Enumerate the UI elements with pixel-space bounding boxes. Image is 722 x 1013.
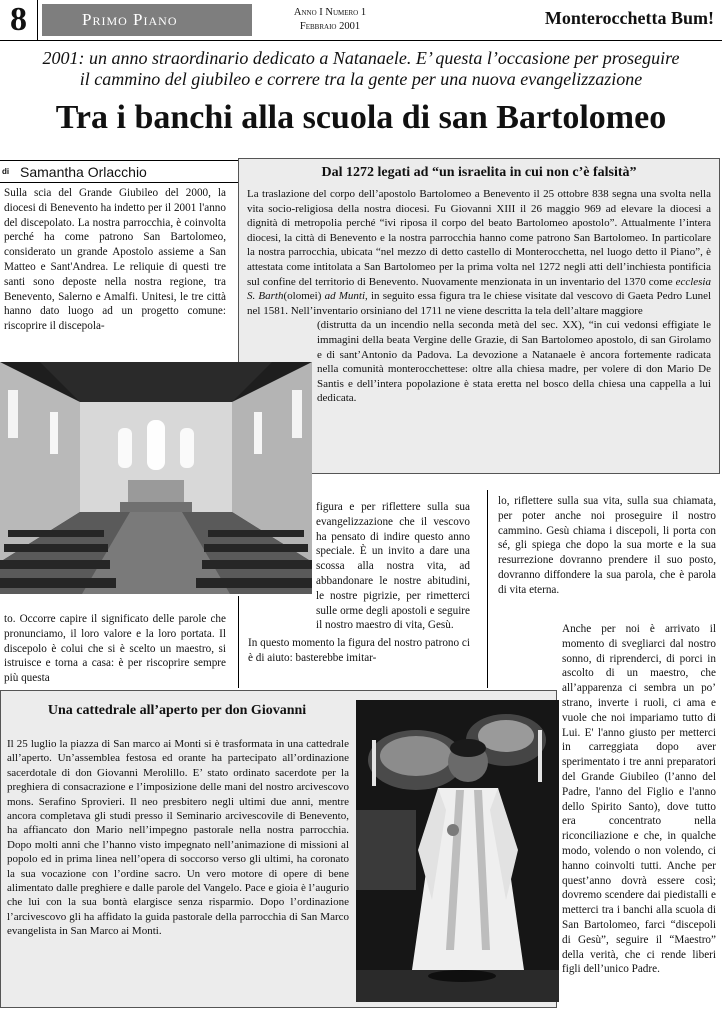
article-col-1 [4, 186, 226, 360]
page-number: 8 [0, 0, 38, 40]
sidebar-box-title: Dal 1272 legati ad “un israelita in cui non c’è falsità” [321, 165, 637, 180]
article-col-3-p2: Anche per noi è arrivato il momento di svegliarci dal nostro sonno, di riprenderci, di porci in ascolto di un maestro, che all’apparenza ci sembra un po’ strano, inverte i ruoli, ci ama e vuole che noi impariamo tutto di Lui. E' l'anno giusto per metterci in carreggiata dopo aver sperimentato i tre anni preparatori del Grande Giubileo (l’anno del Padre, l'anno del Figlio e l'anno dello Spirito Santo), dove tutto era concentrato nella riconciliazione e che, in qualche modo, volendo o non volendo, ci hanno coinvolti tutti. Anche per quest’anno dovrà essere così; dovremo scendere dai piedistalli e metterci tra i banchi alla scuola di San Bartolomeo, farci “discepoli di Gesù”, seguire il “Maestro” della verità, che ci rende liberi figli dell’unico Padre. [562, 623, 716, 976]
priest-photo [356, 700, 559, 1002]
byline [0, 160, 240, 183]
article-col-1-cont [4, 612, 226, 686]
issue-number: Anno I Numero 1 [293, 7, 367, 18]
column-rule-1 [238, 596, 239, 688]
column-rule-2 [487, 490, 488, 688]
byline-author: Samantha Orlacchio [20, 164, 147, 180]
article-col-2-top [316, 500, 470, 632]
kicker [0, 48, 722, 90]
sidebar-italic-2: ad Munti [324, 290, 366, 303]
section-label: Primo Piano [42, 4, 252, 36]
church-interior-photo [0, 362, 312, 594]
header-rule [0, 40, 722, 41]
article-col-2-p2: In questo momento la figura del nostro patrono ci è di aiuto: basterebbe imitar- [248, 637, 470, 664]
bottom-box-title: Una cattedrale all’aperto per don Giovanni [47, 703, 307, 718]
sidebar-text-a: La traslazione del corpo dell’apostolo Bartolomeo a Benevento il 25 ottobre 838 segna una svolta nella vita socio-religiosa della nostra diocesi. Fu Giovanni XIII il 26 maggio 969 ad elevare la diocesi a dignità di metropolia perché “ivi riposa il corpo del beato Bartolomeo apostolo”. Attualmente l’intera diocesi, la città di Benevento e la nostra parrocchia hanno come patrono San Bartolomeo. In particolare la nostra parrocchia, ubicata “nel mezzo di detto castello di Monterocchetta, nel luogo detto il Piano”, è attestata come intitolata a San Bartolomeo per la prima volta nel 1272 negli atti dell’inchiesta pontificia sul confine del territorio di Benevento. Nuovamente menzionata in un inventario del 1370 come [247, 188, 711, 288]
article-col-3 [498, 494, 716, 620]
sidebar-text-b: (olomei) [283, 290, 322, 303]
issue-info [255, 6, 405, 34]
kicker-line-2: il cammino del giubileo e correre tra la gente per una nuova evangelizzazione [79, 69, 643, 89]
headline: Tra i banchi alla scuola di san Bartolomeo [55, 99, 667, 136]
bottom-box-paragraph: Il 25 luglio la piazza di San marco ai Monti si è trasformata in una cattedrale all’aperto. Un’assemblea festosa ed orante ha partecipato all’ordinazione sacerdotale di don Giovanni Merolillo. E’ stato ordinato sacerdote per la preghiera di consacrazione e l’imposizione delle mani del nostro arcivescovo mons. Serafino Sprovieri. Il neo presbitero negli ultimi due anni, mentre ancora completava gli studi presso il Seminario arcivescovile di Benevento, ha affiancato don Mario nell’impegno pastorale nella nostra parrocchia. Dopo molti anni che l’hanno visto impegnato nell’animazione di missioni al popolo ed in prima linea nell’opera di soccorso verso gli ultimi, ha coronato la sua vocazione con l’ordine sacro. Un vero motore di opere di bene alimentato dalle preghiere e dalle parole del Vangelo. Pace e gioia è l’augurio che lui con la sua bontà elargisce senza risparmio. Dopo l’ordinazione l’arcivescovo gli ha affidato la guida pastorale della parrocchia di San Marco evangelista in San Marco ai Monti. [7, 738, 349, 938]
byline-prefix: di [2, 167, 10, 176]
sidebar-text-c: , in seguito essa figura tra le chiese visitate dal vescovo di Gaeta Pedro Lunel nel 1581. Nell’inventario orsiniano del 1711 ne viene descritta la tela dell’altare maggiore [247, 290, 712, 317]
article-col-2 [248, 594, 470, 686]
issue-date: Febbraio 2001 [299, 21, 361, 32]
sidebar-box-text-2 [317, 318, 711, 406]
article-col-3-text: lo, riflettere sulla sua vita, sulla sua chiamata, per poter anche noi proseguire il nostro cammino. Gesù chiama i discepoli, li porta con sé, gli spiega che dopo la sua morte e la sua resurrezione dovranno prendere il suo posto, dovranno diffondere la sua parola, che è parola di vita eterna. [498, 495, 716, 596]
kicker-line-1: 2001: un anno straordinario dedicato a Natanaele. E’ questa l’occasione per proseguire [42, 48, 680, 68]
article-col-2-text: figura e per riflettere sulla sua evangelizzazione che il vescovo ha pensato di indire questo anno speciale. È un invito a dare una scossa alla nostra vita, ad abbandonare le nostre abitudini, le nostre pigrizie, per rimetterci sulle orme degli apostoli e seguire il nostro maestro di vita, Gesù. [316, 501, 470, 632]
paper-name: Monterocchetta Bum! [544, 8, 714, 28]
sidebar-italic-1: ecclesia S. Barth [247, 275, 711, 303]
priest-photo-image [356, 700, 559, 1002]
bottom-box-text [7, 737, 349, 939]
article-col-1-text: Sulla scia del Grande Giubileo del 2000, la diocesi di Benevento ha indetto per il 2001 l'anno del discepolato. La nostra parrocchia, è coinvolta perché ha come patrono San Bartolomeo, considerato un grande Apostolo assieme a San Matteo e Sant'Andrea. Le reliquie di questi tre santi sono deposte nella nostra regione, tra Benevento, Salerno e Amalfi. Unitesi, le tre città hanno dato luogo ad un progetto comune: riscoprire il discepola- [4, 187, 226, 333]
church-photo-image [0, 362, 312, 594]
article-col-1-cont-text: to. Occorre capire il significato delle parole che pronunciamo, il loro valore e la loro portata. Il discepolo è colui che si è scelto un maestro, si istruisce e torna a casa: è per riscoprire sempre più questa [4, 613, 226, 685]
sidebar-text-d: (distrutta da un incendio nella seconda metà del sec. XX), “in cui vedonsi effigiate le immagini della beata Vergine delle Grazie, di San Bartolomeo apostolo, di san Girolamo e di sant’Antonio da Padova. La devozione a Natanaele è ancora fortemente radicata nella comunità monterocchettese: oltre alla chiesa madre, per volere di don Mario De Santis e dell’intera popolazione è stata eretta nel bosco della chiesa una cappella a lui dedicata. [317, 319, 711, 405]
sidebar-box-text [247, 187, 711, 318]
article-col-3-cont [562, 622, 716, 1006]
